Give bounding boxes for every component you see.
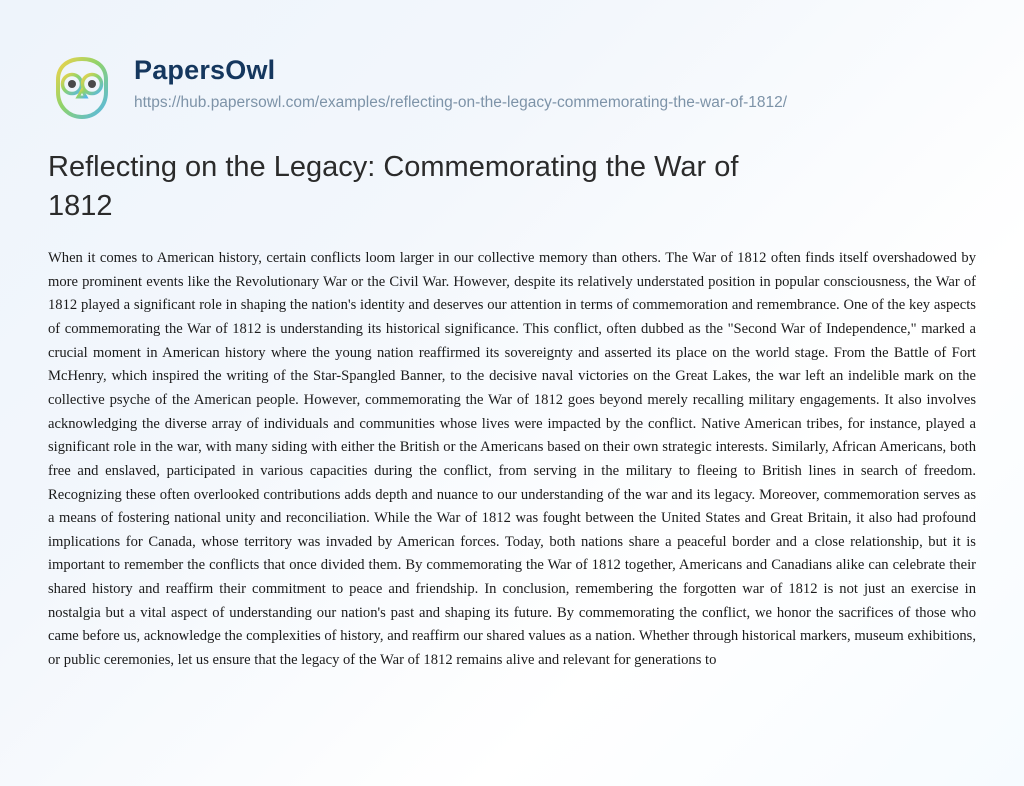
document-body: When it comes to American history, certain conflicts loom larger in our collective memory than others. The War of 1812 often finds itself overshadowed by more prominent events like the Revolutionary War or the Civil War. However, despite its relatively understated position in popular consciousness, the War of 1812 played a significant role in shaping the nation's identity and deserves our attention in terms of commemoration and remembrance. One of the key aspects of commemorating the War of 1812 is understanding its historical significance. This conflict, often dubbed as the "Second War of Independence," marked a crucial moment in American history where the young nation reaffirmed its sovereignty and asserted its place on the world stage. From the Battle of Fort McHenry, which inspired the writing of the Star-Spangled Banner, to the decisive naval victories on the Great Lakes, the war left an indelible mark on the collective psyche of the American people. However, commemorating the War of 1812 goes beyond merely recalling military engagements. It also involves acknowledging the diverse array of individuals and communities whose lives were impacted by the conflict. Native American tribes, for instance, played a significant role in the war, with many siding with either the British or the Americans based on their own strategic interests. Similarly, African Americans, both free and enslaved, participated in various capacities during the conflict, from serving in the military to fleeing to British lines in search of freedom. Recognizing these often overlooked contributions adds depth and nuance to our understanding of the war and its legacy. Moreover, commemoration serves as a means of fostering national unity and reconciliation. While the War of 1812 was fought between the United States and Great Britain, it also had profound implications for Canada, whose territory was invaded by American forces. Today, both nations share a peaceful border and a close relationship, but it is important to remember the conflicts that once divided them. By commemorating the War of 1812 together, Americans and Canadians alike can celebrate their shared history and reaffirm their commitment to peace and friendship. In conclusion, remembering the forgotten war of 1812 is not just an exercise in nostalgia but a vital aspect of understanding our nation's past and shaping its future. By commemorating the conflict, we honor the sacrifices of those who came before us, acknowledge the complexities of history, and reaffirm our shared values as a nation. Whether through historical markers, museum exhibitions, or public ceremonies, let us ensure that the legacy of the War of 1812 remains alive and relevant for generations to <box>48 250 976 669</box>
page-title: Reflecting on the Legacy: Commemorating the War of 1812 <box>48 151 739 222</box>
brand-name: PapersOwl <box>134 55 276 85</box>
source-url[interactable]: https://hub.papersowl.com/examples/reflecting-on-the-legacy-commemorating-the-war-of-1812/ <box>134 93 788 111</box>
site-header <box>48 48 976 122</box>
owl-logo-icon <box>48 54 116 122</box>
brand-block <box>134 48 976 114</box>
